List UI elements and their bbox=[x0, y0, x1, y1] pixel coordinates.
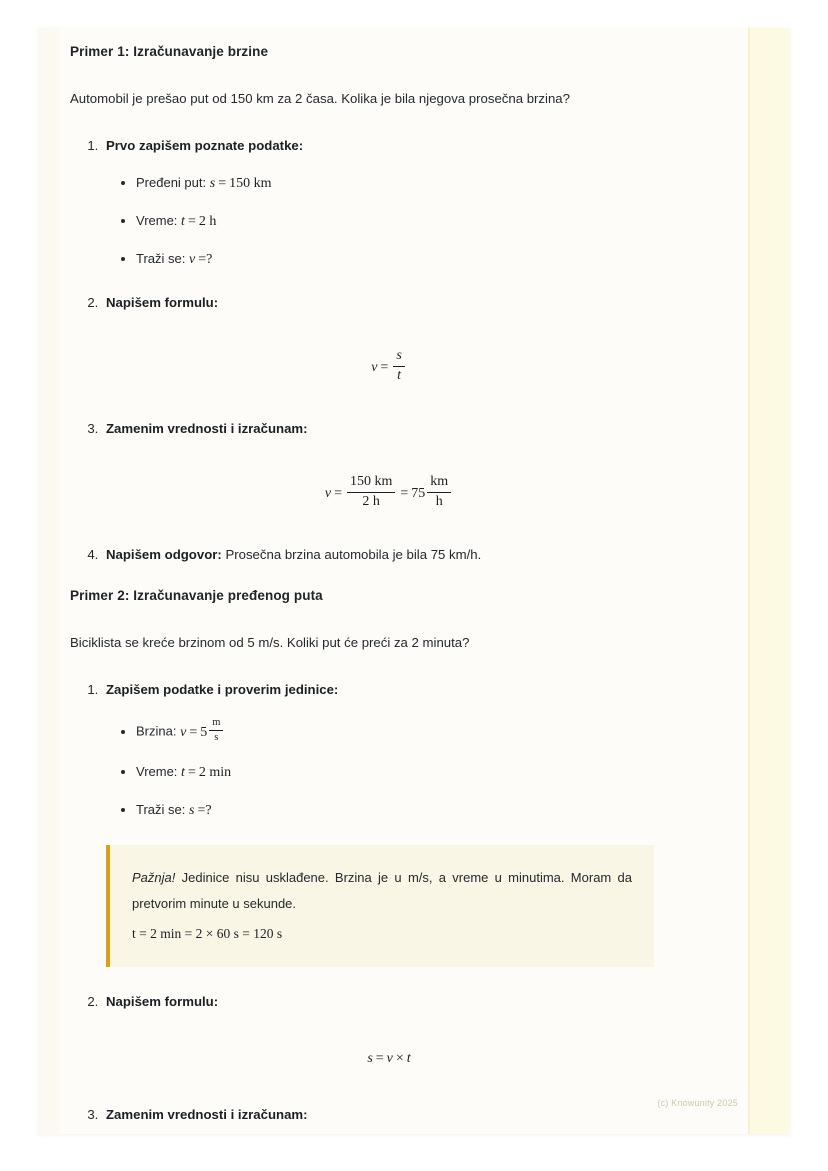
fact-value: 150 km bbox=[229, 176, 272, 191]
right-margin-strip bbox=[748, 28, 790, 1134]
formula-rhs-var-1: v bbox=[386, 1050, 393, 1066]
list-item bbox=[136, 800, 670, 821]
equals-sign: = bbox=[380, 360, 389, 376]
calculation-lhs: v bbox=[324, 486, 332, 502]
list-item bbox=[136, 173, 670, 194]
unit-fraction bbox=[209, 717, 223, 745]
step-item bbox=[102, 418, 670, 510]
step-label: Napišem formulu: bbox=[106, 993, 219, 1009]
step-label: Zamenim vrednosti i izračunam: bbox=[106, 1106, 308, 1122]
variable-v: v bbox=[188, 252, 196, 267]
example-2-problem: Biciklista se kreće brzinom od 5 m/s. Koliki put će preći za 2 minuta? bbox=[70, 635, 470, 651]
example-2-known-values bbox=[106, 717, 670, 821]
example-1-formula bbox=[106, 348, 672, 384]
fact-number: 5 bbox=[200, 724, 208, 740]
fraction bbox=[393, 348, 404, 384]
variable-v: v bbox=[180, 724, 187, 740]
equals-sign: = bbox=[187, 214, 196, 229]
equals-question: =? bbox=[198, 252, 213, 267]
equals-sign: = bbox=[375, 1050, 384, 1066]
step-label: Zapišem podatke i proverim jedinice: bbox=[106, 682, 339, 698]
fraction-denominator: s bbox=[214, 732, 219, 744]
step-label: Napišem formulu: bbox=[106, 295, 219, 310]
equals-question: =? bbox=[197, 802, 212, 818]
step-item bbox=[102, 544, 670, 566]
equals-sign: = bbox=[400, 486, 409, 502]
example-2-title: Primer 2: Izračunavanje pređenog puta bbox=[70, 588, 323, 604]
fraction-numerator: 150 km bbox=[347, 474, 395, 493]
step-text: Prosečna brzina automobila je bila 75 km/h. bbox=[221, 547, 482, 563]
note-emphasis: Pažnja! bbox=[132, 869, 176, 885]
fact-math bbox=[210, 176, 272, 191]
note-paragraph bbox=[132, 865, 632, 947]
fact-label: Traži se: bbox=[136, 801, 186, 817]
fact-value: 2 h bbox=[198, 214, 217, 229]
fraction bbox=[347, 474, 395, 510]
fraction-denominator: 2 h bbox=[362, 493, 380, 509]
variable-s: s bbox=[188, 802, 195, 818]
document-content bbox=[70, 28, 670, 1148]
attention-note bbox=[106, 845, 654, 967]
fact-math bbox=[181, 214, 216, 229]
fact-label: Vreme: bbox=[136, 763, 178, 779]
formula-lhs: v bbox=[371, 360, 378, 376]
times-sign: × bbox=[395, 1050, 404, 1066]
formula-lhs: s bbox=[367, 1050, 373, 1066]
list-item bbox=[136, 717, 670, 745]
example-1-calculation bbox=[106, 474, 672, 510]
result-fraction bbox=[427, 474, 451, 510]
fraction-numerator: s bbox=[393, 348, 404, 367]
fact-value: 2 min bbox=[198, 764, 232, 780]
step-item bbox=[102, 135, 670, 270]
document-page bbox=[38, 28, 790, 1134]
step-label: Zamenim vrednosti i izračunam: bbox=[106, 421, 308, 437]
fact-math bbox=[189, 252, 215, 267]
step-item bbox=[102, 1104, 670, 1126]
formula-expression bbox=[367, 1051, 410, 1066]
step-item bbox=[102, 991, 670, 1070]
equals-sign: = bbox=[189, 724, 198, 740]
fraction-numerator: km bbox=[427, 474, 451, 493]
copyright-watermark: (c) Knowunity 2025 bbox=[657, 1098, 738, 1108]
formula-rhs-var-2: t bbox=[406, 1050, 411, 1066]
calculation-expression bbox=[324, 474, 453, 509]
variable-s: s bbox=[209, 176, 216, 191]
equals-sign: = bbox=[334, 486, 342, 502]
step-label: Napišem odgovor: bbox=[106, 547, 222, 563]
example-2-steps bbox=[70, 679, 670, 1126]
fact-math bbox=[180, 717, 225, 744]
fraction-numerator: m bbox=[209, 717, 223, 731]
example-2-formula bbox=[106, 1047, 672, 1070]
variable-t: t bbox=[181, 764, 185, 780]
list-item bbox=[136, 249, 670, 270]
fraction-denominator: t bbox=[397, 367, 401, 383]
step-label: Prvo zapišem poznate podatke: bbox=[106, 138, 304, 153]
fact-math bbox=[189, 803, 215, 818]
list-item bbox=[136, 762, 670, 783]
fact-label: Vreme: bbox=[136, 213, 178, 228]
note-body: Jedinice nisu usklađene. Brzina je u m/s, a vreme u minutima. Moram da pretvorim minute u sekunde. bbox=[132, 869, 632, 911]
formula-expression bbox=[371, 348, 407, 383]
result-number: 75 bbox=[411, 486, 426, 502]
fact-label: Brzina: bbox=[136, 723, 177, 739]
step-item bbox=[102, 292, 670, 384]
fact-label: Traži se: bbox=[136, 251, 186, 266]
equals-sign: = bbox=[218, 176, 227, 191]
left-gutter bbox=[38, 28, 60, 1134]
equals-sign: = bbox=[187, 764, 196, 780]
example-1-known-values bbox=[106, 173, 670, 270]
step-item bbox=[102, 679, 670, 967]
example-1-title: Primer 1: Izračunavanje brzine bbox=[70, 44, 269, 59]
example-1-problem: Automobil je prešao put od 150 km za 2 časa. Kolika je bila njegova prosečna brzina? bbox=[70, 91, 570, 106]
list-item bbox=[136, 211, 670, 232]
example-1-steps bbox=[70, 135, 670, 566]
fraction-denominator: h bbox=[435, 493, 443, 509]
variable-t: t bbox=[181, 214, 185, 229]
fact-math bbox=[181, 765, 231, 780]
fact-label: Pređeni put: bbox=[136, 175, 207, 190]
note-math: t = 2 min = 2 × 60 s = 120 s bbox=[132, 925, 283, 941]
